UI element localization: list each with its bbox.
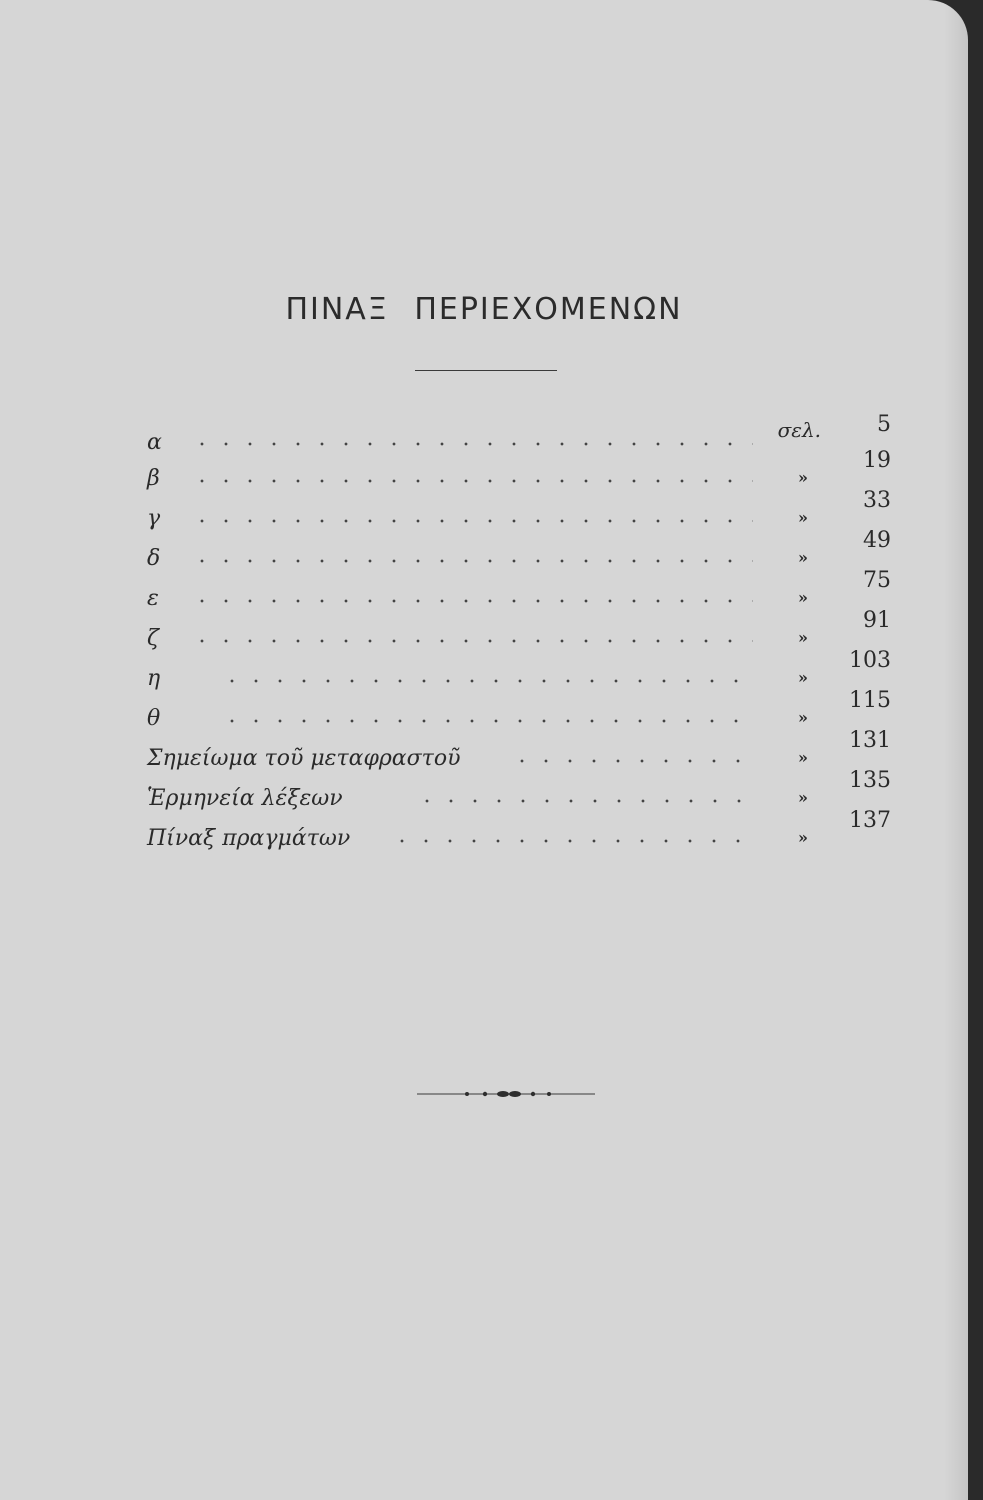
toc-entry	[145, 448, 893, 491]
toc-page-number: 135	[849, 768, 891, 793]
toc-leader-dots	[190, 638, 753, 644]
page-title: ΠΙΝΑΞ ΠΕΡΙΕΧΟΜΕΝΩΝ	[285, 292, 683, 327]
toc-entry-label: θ	[147, 706, 161, 731]
table-of-contents	[145, 408, 893, 851]
toc-leader-dots	[390, 838, 753, 844]
toc-page-number: 103	[849, 648, 891, 673]
toc-page-number: 137	[849, 808, 891, 833]
toc-leader-dots	[415, 798, 753, 804]
toc-entry-label: ε	[147, 586, 159, 611]
ditto-mark: »	[798, 788, 808, 807]
toc-entry	[145, 408, 893, 455]
toc-entry-label: β	[147, 466, 160, 491]
toc-entry	[145, 528, 893, 571]
toc-entry	[145, 648, 893, 691]
toc-leader-dots	[220, 678, 753, 684]
ditto-mark: »	[798, 548, 808, 567]
toc-leader-dots	[220, 718, 753, 724]
toc-leader-dots	[510, 758, 753, 764]
toc-entry	[145, 488, 893, 531]
toc-entry	[145, 768, 893, 811]
toc-entry-label: γ	[147, 506, 161, 531]
toc-page-number: 5	[877, 412, 891, 437]
toc-entry	[145, 808, 893, 851]
toc-entry	[145, 608, 893, 651]
toc-leader-dots	[190, 558, 753, 564]
ditto-mark: »	[798, 708, 808, 727]
ornament-divider-icon	[417, 1085, 595, 1103]
toc-leader-dots	[190, 598, 753, 604]
toc-leader-dots	[190, 518, 753, 524]
ditto-mark: »	[798, 668, 808, 687]
toc-entry-label: Πίναξ πραγμάτων	[147, 826, 351, 851]
toc-entry-label: α	[147, 430, 162, 455]
title-rule	[415, 370, 557, 371]
toc-leader-dots	[190, 478, 753, 484]
ditto-mark: »	[798, 628, 808, 647]
toc-entry	[145, 688, 893, 731]
toc-entry-label: Ἑρμηνεία λέξεων	[147, 786, 343, 811]
toc-entry-label: η	[147, 666, 161, 691]
toc-page-number: 33	[863, 488, 891, 513]
toc-entry	[145, 728, 893, 771]
toc-page-number: 49	[863, 528, 891, 553]
ditto-mark: »	[798, 468, 808, 487]
toc-entry-label: Σημείωμα τοῦ μεταφραστοῦ	[147, 746, 461, 771]
toc-entry-label: δ	[147, 546, 161, 571]
ditto-mark: »	[798, 588, 808, 607]
ditto-mark: »	[798, 508, 808, 527]
toc-page-number: 91	[863, 608, 891, 633]
toc-leader-dots	[190, 441, 753, 447]
toc-entry-label: ζ	[147, 626, 159, 651]
toc-page-number: 75	[863, 568, 891, 593]
toc-entry	[145, 568, 893, 611]
page-label: σελ.	[777, 418, 821, 442]
ditto-mark: »	[798, 748, 808, 767]
ditto-mark: »	[798, 828, 808, 847]
page-edge-shadow	[944, 0, 968, 1500]
toc-page-number: 115	[849, 688, 891, 713]
toc-page-number: 19	[863, 448, 891, 473]
toc-page-number: 131	[849, 728, 891, 753]
